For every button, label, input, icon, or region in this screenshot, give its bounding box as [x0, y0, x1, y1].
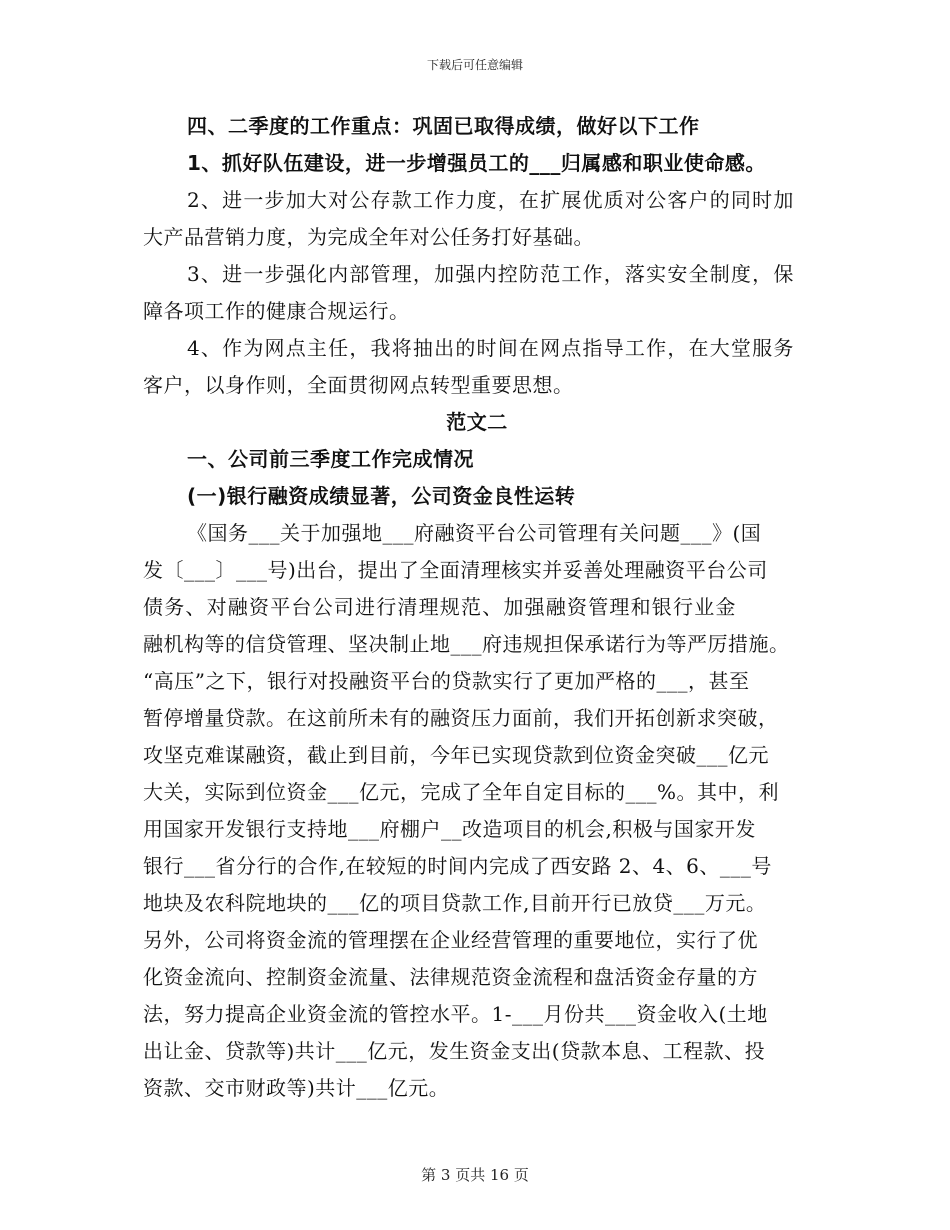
section-heading: 四、二季度的工作重点：巩固已取得成绩，做好以下工作	[187, 114, 700, 138]
section-title: 范文二	[446, 410, 508, 434]
paragraph-line: 资款、交市财政等)共计___亿元。	[143, 1076, 450, 1100]
paragraph-line: 用国家开发银行支持地___府棚户__改造项目的机会,积极与国家开发	[143, 817, 756, 841]
paragraph-line: 客户，以身作则，全面贯彻网点转型重要思想。	[143, 373, 574, 397]
section-heading: 一、公司前三季度工作完成情况	[187, 447, 474, 471]
paragraph-line: 另外，公司将资金流的管理摆在企业经营管理的重要地位，实行了优	[143, 928, 758, 952]
paragraph-line: 1、抓好队伍建设，进一步增强员工的___归属感和职业使命感。	[187, 151, 766, 175]
paragraph-line: 法，努力提高企业资金流的管控水平。1-___月份共___资金收入(土地	[143, 1002, 768, 1026]
paragraph-line: 《国务___关于加强地___府融资平台公司管理有关问题___》(国	[187, 521, 762, 545]
paragraph-line: 债务、对融资平台公司进行清理规范、加强融资管理和银行业金	[143, 595, 737, 619]
paragraph-line: 银行___省分行的合作,在较短的时间内完成了西安路 2、4、6、___号	[143, 854, 772, 878]
paragraph-line: 大产品营销力度，为完成全年对公任务打好基础。	[143, 225, 594, 249]
paragraph-line: 暂停增量贷款。在这前所未有的融资压力面前，我们开拓创新求突破，	[143, 706, 779, 730]
paragraph-line: 2、进一步加大对公存款工作力度，在扩展优质对公客户的同时加	[187, 188, 795, 212]
paragraph-line: 4、作为网点主任，我将抽出的时间在网点指导工作，在大堂服务	[187, 336, 795, 360]
page-footer: 第 3 页共 16 页	[421, 1166, 529, 1184]
page-header: 下载后可任意编辑	[426, 58, 523, 72]
paragraph-line: 障各项工作的健康合规运行。	[143, 299, 410, 323]
paragraph-line: 化资金流向、控制资金流量、法律规范资金流程和盘活资金存量的方	[143, 965, 758, 989]
paragraph-line: 地块及农科院地块的___亿的项目贷款工作,目前开行已放贷___万元。	[143, 891, 767, 915]
document-body	[143, 108, 811, 1107]
paragraph-line: 大关，实际到位资金___亿元，完成了全年自定目标的___%。其中，利	[143, 780, 780, 804]
paragraph-line: 3、进一步强化内部管理，加强内控防范工作，落实安全制度，保	[187, 262, 795, 286]
paragraph-line: 出让金、贷款等)共计___亿元，发生资金支出(贷款本息、工程款、投	[143, 1039, 766, 1063]
subsection-heading: (一)银行融资成绩显著，公司资金良性运转	[187, 484, 576, 508]
paragraph-line: 融机构等的信贷管理、坚决制止地___府违规担保承诺行为等严厉措施。	[143, 632, 790, 656]
paragraph-line: 发〔___〕___号)出台，提出了全面清理核实并妥善处理融资平台公司	[143, 558, 768, 582]
paragraph-line: “高压”之下，银行对投融资平台的贷款实行了更加严格的___，甚至	[143, 669, 750, 693]
paragraph-line: 攻坚克难谋融资，截止到目前，今年已实现贷款到位资金突破___亿元	[143, 743, 769, 767]
